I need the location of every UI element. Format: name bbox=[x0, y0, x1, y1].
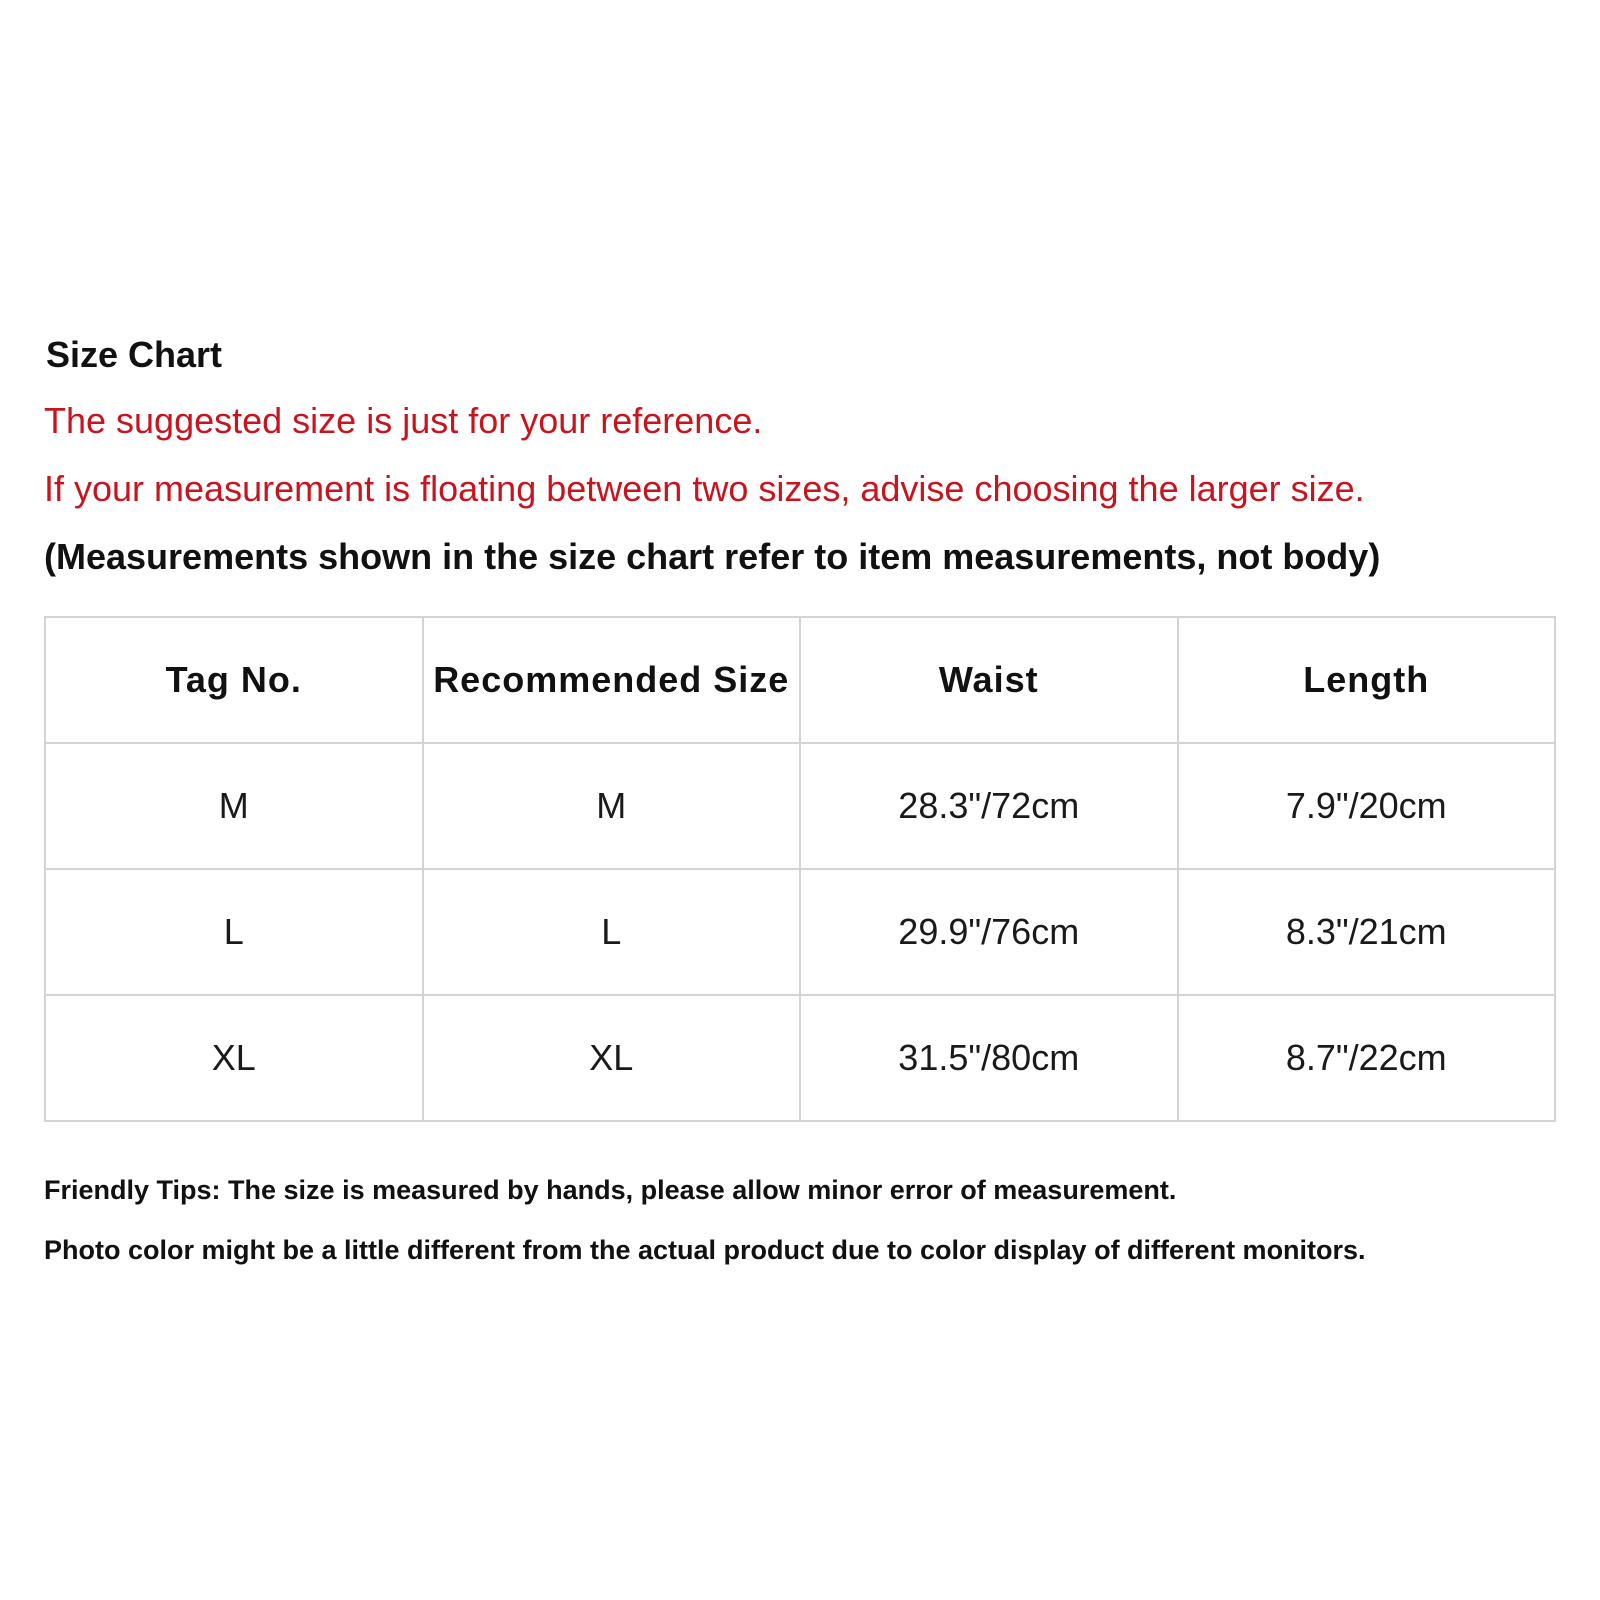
page-title: Size Chart bbox=[46, 334, 223, 375]
sizing-advice-note: If your measurement is floating between two sizes, advise choosing the larger size. bbox=[44, 468, 1365, 509]
size-table bbox=[44, 616, 1556, 1122]
measurement-disclaimer: (Measurements shown in the size chart refer to item measurements, not body) bbox=[44, 536, 1381, 577]
friendly-tip: Friendly Tips: The size is measured by hands, please allow minor error of measurement. bbox=[44, 1175, 1177, 1205]
header-tag-no: Tag No. bbox=[45, 617, 423, 743]
header-length: Length bbox=[1178, 617, 1556, 743]
cell-waist: 29.9"/76cm bbox=[800, 869, 1178, 995]
header-recommended-size: Recommended Size bbox=[423, 617, 801, 743]
cell-recommended-size: L bbox=[423, 869, 801, 995]
cell-recommended-size: XL bbox=[423, 995, 801, 1121]
cell-length: 8.7"/22cm bbox=[1178, 995, 1556, 1121]
cell-recommended-size: M bbox=[423, 743, 801, 869]
table-header-row bbox=[45, 617, 1555, 743]
table-row bbox=[45, 869, 1555, 995]
reference-note: The suggested size is just for your reference. bbox=[44, 400, 763, 441]
cell-length: 7.9"/20cm bbox=[1178, 743, 1556, 869]
table-row bbox=[45, 743, 1555, 869]
table-row bbox=[45, 995, 1555, 1121]
cell-waist: 31.5"/80cm bbox=[800, 995, 1178, 1121]
cell-length: 8.3"/21cm bbox=[1178, 869, 1556, 995]
header-waist: Waist bbox=[800, 617, 1178, 743]
cell-tag-no: XL bbox=[45, 995, 423, 1121]
cell-tag-no: L bbox=[45, 869, 423, 995]
photo-color-tip: Photo color might be a little different from the actual product due to color display of different monitors. bbox=[44, 1235, 1366, 1265]
cell-waist: 28.3"/72cm bbox=[800, 743, 1178, 869]
cell-tag-no: M bbox=[45, 743, 423, 869]
